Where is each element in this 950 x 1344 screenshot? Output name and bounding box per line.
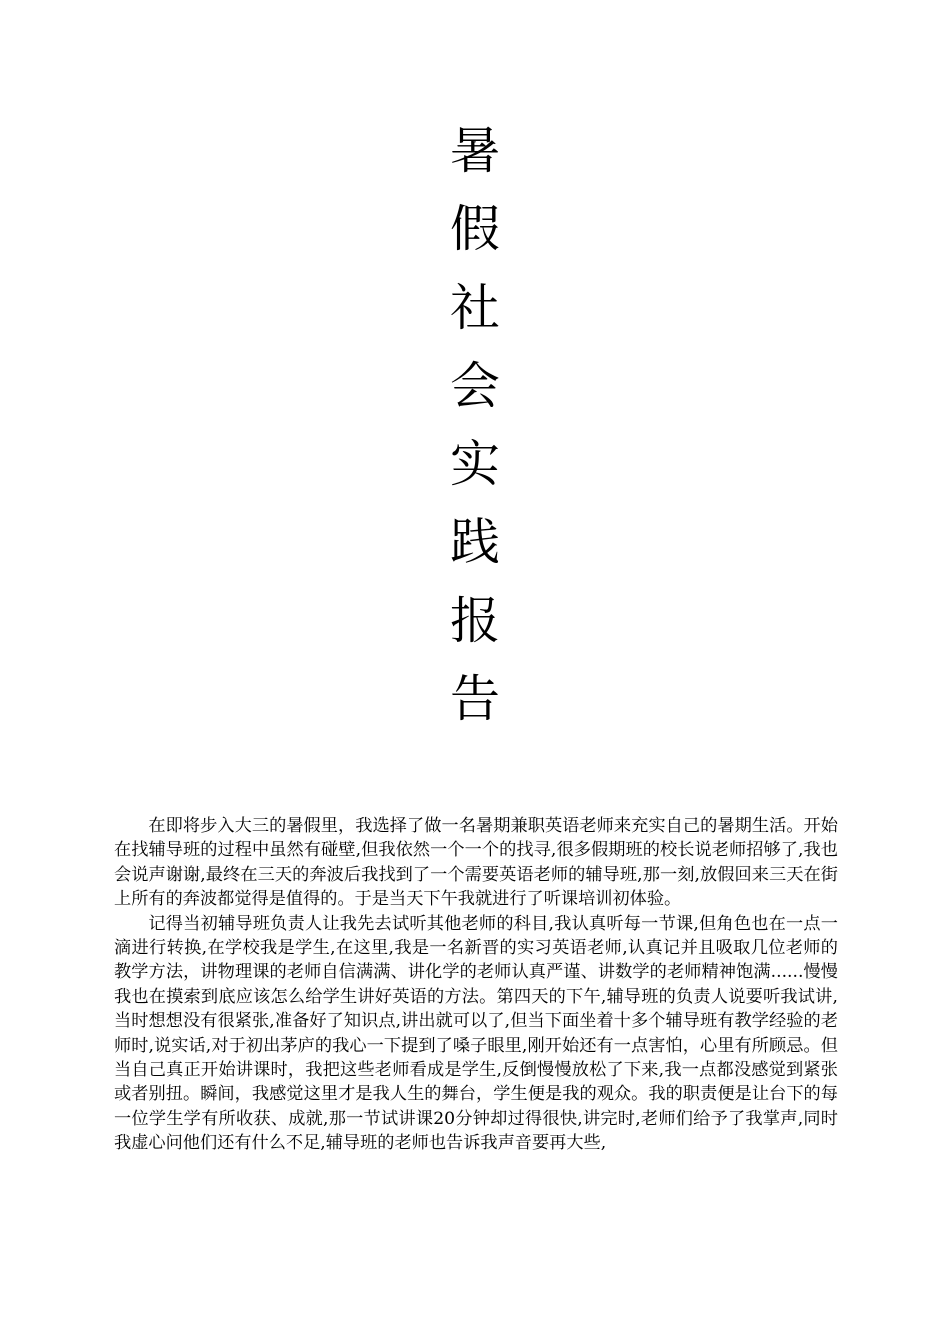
title-char: 暑 [450, 122, 500, 180]
title-char: 践 [450, 513, 500, 572]
report-title [437, 122, 513, 752]
title-char: 社 [450, 278, 500, 337]
title-char: 会 [450, 356, 500, 415]
title-char: 实 [450, 435, 500, 494]
title-char: 假 [450, 200, 500, 259]
body-paragraph: 在即将步入大三的暑假里，我选择了做一名暑期兼职英语老师来充实自己的暑期生活。开始在找辅导班的过程中虽然有碰壁,但我依然一个一个的找寻,很多假期班的校长说老师招够了,我也会说声谢谢,最终在三天的奔波后我找到了一个需要英语老师的辅导班,那一刻,放假回来三天在街上所有的奔波都觉得是值得的。于是当天下午我就进行了听课培训初体验。 [114, 816, 838, 910]
title-char: 告 [450, 670, 500, 729]
report-body [114, 814, 838, 1156]
body-paragraph: 记得当初辅导班负责人让我先去试听其他老师的科目,我认真听每一节课,但角色也在一点一滴进行转换,在学校我是学生,在这里,我是一名新晋的实习英语老师,认真记并且吸取几位老师的教学方法，讲物理课的老师自信满满、讲化学的老师认真严谨、讲数学的老师精神饱满......慢慢我也在摸索到底应该怎么给学生讲好英语的方法。第四天的下午,辅导班的负责人说要听我试讲,当时想想没有很紧张,准备好了知识点,讲出就可以了,但当下面坐着十多个辅导班有教学经验的老师时,说实话,对于初出茅庐的我心一下提到了嗓子眼里,刚开始还有一点害怕，心里有所顾忌。但当自己真正开始讲课时，我把这些老师看成是学生,反倒慢慢放松了下来,我一点都没感觉到紧张或者别扭。瞬间，我感觉这里才是我人生的舞台，学生便是我的观众。我的职责便是让台下的每一位学生学有所收获、成就,那一节试讲课20分钟却过得很快,讲完时,老师们给予了我掌声,同时我虚心问他们还有什么不足,辅导班的老师也告诉我声音要再大些, [114, 913, 838, 1154]
title-char: 报 [450, 591, 500, 650]
